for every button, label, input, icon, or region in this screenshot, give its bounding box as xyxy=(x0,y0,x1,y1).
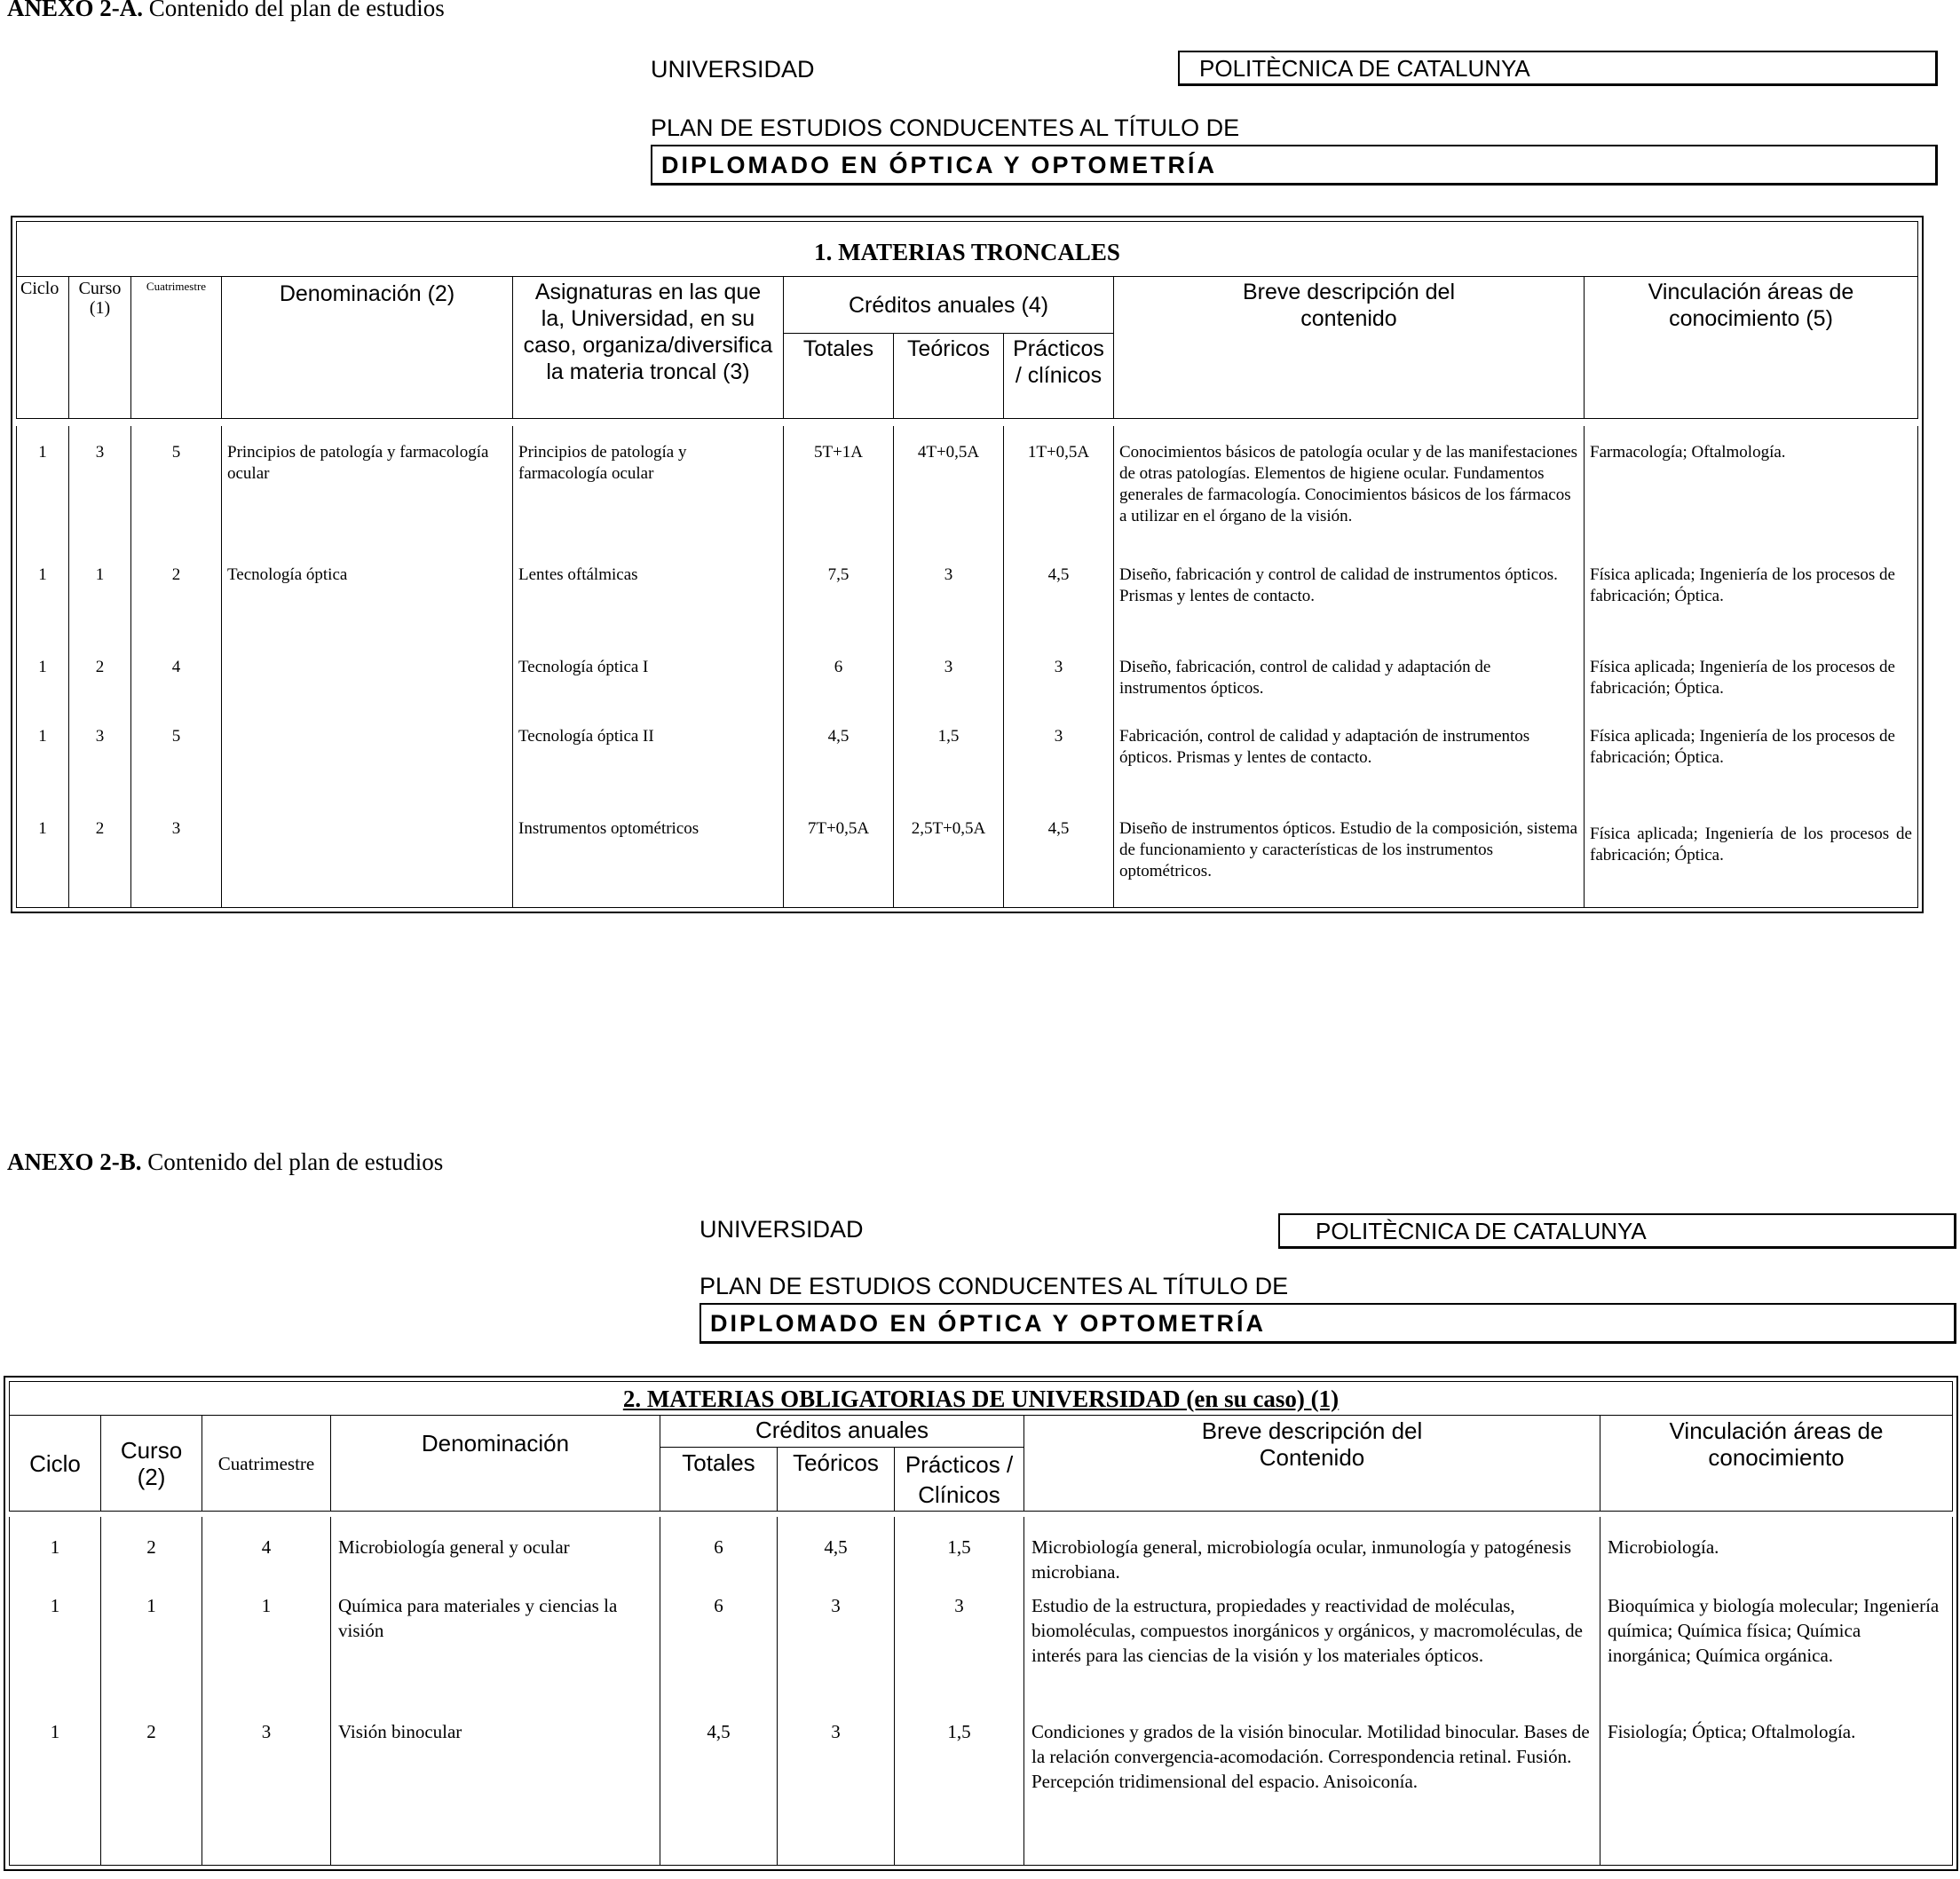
cell-teoricos: 3 xyxy=(894,657,1004,726)
cell-asignatura: Lentes oftálmicas xyxy=(513,564,784,657)
col-header-vinculacion: Vinculación áreas de conocimiento xyxy=(1600,1416,1953,1512)
cell-descripcion: Conocimientos básicos de patología ocular y de las manifestaciones de otras patologías. Elementos de higiene ocular. Fundamentos generales de farmacología. Conocimientos básicos de los fármacos a utilizar en el órgano de la visión. xyxy=(1114,426,1585,564)
col-header-descripcion: Breve descripción del Contenido xyxy=(1024,1416,1600,1512)
cell-ciclo: 1 xyxy=(17,818,69,908)
cell-practicos: 3 xyxy=(895,1593,1024,1719)
titulo: DIPLOMADO EN ÓPTICA Y OPTOMETRÍA xyxy=(710,1310,1267,1337)
col-header-totales: Totales xyxy=(784,334,894,419)
cell-practicos: 3 xyxy=(1004,657,1114,726)
cell-vinculacion: Física aplicada; Ingeniería de los procesos de fabricación; Óptica. xyxy=(1585,726,1918,818)
cell-vinculacion: Microbiología. xyxy=(1600,1517,1953,1593)
cell-ciclo: 1 xyxy=(17,726,69,818)
anexo-2b-section xyxy=(0,1145,1960,1879)
titulo-box xyxy=(651,145,1938,186)
cell-cuatrimestre: 3 xyxy=(131,818,222,908)
table-row xyxy=(10,1517,1953,1593)
titulo-box xyxy=(699,1303,1956,1344)
cell-cuatrimestre: 3 xyxy=(202,1719,331,1866)
cell-descripcion: Condiciones y grados de la visión binocular. Motilidad binocular. Bases de la relación convergencia-acomodación. Correspondencia retinal. Fusión. Percepción tridimensional del espacio. Anisoiconía. xyxy=(1024,1719,1600,1866)
col-header-ciclo: Ciclo xyxy=(17,277,69,419)
col-header-curso: Curso (1) xyxy=(69,277,131,419)
table-row xyxy=(10,1719,1953,1866)
plan-label: PLAN DE ESTUDIOS CONDUCENTES AL TÍTULO DE xyxy=(651,114,1240,141)
cell-denominacion xyxy=(222,657,513,726)
materias-troncales-table xyxy=(11,216,1924,913)
cell-denominacion xyxy=(222,818,513,908)
cell-curso: 2 xyxy=(101,1719,202,1866)
cell-teoricos: 4T+0,5A xyxy=(894,426,1004,564)
cell-cuatrimestre: 5 xyxy=(131,726,222,818)
cell-cuatrimestre: 1 xyxy=(202,1593,331,1719)
cell-totales: 7,5 xyxy=(784,564,894,657)
col-header-asignaturas: Asignaturas en las que la, Universidad, en su caso, organiza/diversifica la materia troncal (3) xyxy=(513,277,784,419)
universidad-label: UNIVERSIDAD xyxy=(651,56,815,83)
cell-practicos: 3 xyxy=(1004,726,1114,818)
col-header-vinculacion: Vinculación áreas de conocimiento (5) xyxy=(1585,277,1918,419)
table-row xyxy=(17,564,1918,657)
cell-denominacion: Tecnología óptica xyxy=(222,564,513,657)
col-header-totales: Totales xyxy=(660,1448,778,1512)
cell-vinculacion: Física aplicada; Ingeniería de los procesos de fabricación; Óptica. xyxy=(1585,657,1918,726)
cell-vinculacion: Fisiología; Óptica; Oftalmología. xyxy=(1600,1719,1953,1866)
cell-denominacion: Química para materiales y ciencias la visión xyxy=(331,1593,660,1719)
cell-denominacion: Principios de patología y farmacología ocular xyxy=(222,426,513,564)
universidad-label: UNIVERSIDAD xyxy=(699,1216,864,1243)
cell-ciclo: 1 xyxy=(17,564,69,657)
cell-curso: 2 xyxy=(69,818,131,908)
cell-teoricos: 3 xyxy=(778,1719,895,1866)
universidad-name-box xyxy=(1278,1213,1956,1249)
cell-descripcion: Diseño, fabricación, control de calidad y adaptación de instrumentos ópticos. xyxy=(1114,657,1585,726)
cell-ciclo: 1 xyxy=(10,1517,101,1593)
universidad-name: POLITÈCNICA DE CATALUNYA xyxy=(1199,55,1530,82)
cell-descripcion: Microbiología general, microbiología ocular, inmunología y patogénesis microbiana. xyxy=(1024,1517,1600,1593)
cell-curso: 1 xyxy=(69,564,131,657)
cell-curso: 2 xyxy=(69,657,131,726)
cell-ciclo: 1 xyxy=(17,426,69,564)
anexo-2a-heading: ANEXO 2-A. Contenido del plan de estudios xyxy=(7,0,445,21)
cell-cuatrimestre: 5 xyxy=(131,426,222,564)
cell-cuatrimestre: 2 xyxy=(131,564,222,657)
col-header-cuatrimestre: Cuatrimestre xyxy=(202,1416,331,1512)
cell-ciclo: 1 xyxy=(10,1719,101,1866)
cell-vinculacion: Física aplicada; Ingeniería de los procesos de fabricación; Óptica. xyxy=(1585,564,1918,657)
titulo: DIPLOMADO EN ÓPTICA Y OPTOMETRÍA xyxy=(661,152,1218,178)
cell-descripcion: Diseño de instrumentos ópticos. Estudio de la composición, sistema de funcionamiento y características de los instrumentos optométricos. xyxy=(1114,818,1585,908)
col-header-denominacion: Denominación (2) xyxy=(222,277,513,419)
cell-totales: 6 xyxy=(660,1517,778,1593)
cell-practicos: 1,5 xyxy=(895,1719,1024,1866)
col-header-descripcion: Breve descripción del contenido xyxy=(1114,277,1585,419)
col-header-teoricos: Teóricos xyxy=(778,1448,895,1512)
cell-asignatura: Principios de patología y farmacología ocular xyxy=(513,426,784,564)
materias-obligatorias-table xyxy=(4,1376,1958,1871)
cell-vinculacion: Bioquímica y biología molecular; Ingeniería química; Química física; Química inorgánica; Química orgánica. xyxy=(1600,1593,1953,1719)
cell-practicos: 4,5 xyxy=(1004,564,1114,657)
table-title: 2. MATERIAS OBLIGATORIAS DE UNIVERSIDAD (en su caso) (1) xyxy=(10,1382,1953,1416)
cell-ciclo: 1 xyxy=(17,657,69,726)
cell-practicos: 1T+0,5A xyxy=(1004,426,1114,564)
cell-practicos: 4,5 xyxy=(1004,818,1114,908)
cell-curso: 1 xyxy=(101,1593,202,1719)
col-header-creditos: Créditos anuales xyxy=(660,1416,1024,1448)
cell-totales: 4,5 xyxy=(784,726,894,818)
cell-denominacion: Microbiología general y ocular xyxy=(331,1517,660,1593)
table-row xyxy=(17,818,1918,908)
col-header-cuatrimestre: Cuatrimestre xyxy=(131,277,222,419)
plan-label: PLAN DE ESTUDIOS CONDUCENTES AL TÍTULO DE xyxy=(699,1273,1289,1299)
cell-teoricos: 3 xyxy=(894,564,1004,657)
cell-teoricos: 3 xyxy=(778,1593,895,1719)
col-header-practicos: Prácticos / clínicos xyxy=(1004,334,1114,419)
anexo-2a-section xyxy=(0,0,1960,923)
cell-teoricos: 4,5 xyxy=(778,1517,895,1593)
cell-asignatura: Instrumentos optométricos xyxy=(513,818,784,908)
col-header-curso: Curso (2) xyxy=(101,1416,202,1512)
universidad-name-box xyxy=(1178,51,1938,86)
col-header-teoricos: Teóricos xyxy=(894,334,1004,419)
col-header-denominacion: Denominación xyxy=(331,1416,660,1512)
cell-vinculacion: Farmacología; Oftalmología. xyxy=(1585,426,1918,564)
cell-totales: 4,5 xyxy=(660,1719,778,1866)
cell-totales: 7T+0,5A xyxy=(784,818,894,908)
cell-cuatrimestre: 4 xyxy=(131,657,222,726)
cell-descripcion: Estudio de la estructura, propiedades y reactividad de moléculas, biomoléculas, compuestos inorgánicos y orgánicos, y macromoléculas, de interés para las ciencias de la visión y los materiales ópticos. xyxy=(1024,1593,1600,1719)
cell-curso: 2 xyxy=(101,1517,202,1593)
col-header-creditos: Créditos anuales (4) xyxy=(784,277,1114,334)
cell-ciclo: 1 xyxy=(10,1593,101,1719)
cell-descripcion: Fabricación, control de calidad y adaptación de instrumentos ópticos. Prismas y lentes de contacto. xyxy=(1114,726,1585,818)
table-row xyxy=(17,426,1918,564)
cell-asignatura: Tecnología óptica II xyxy=(513,726,784,818)
table-row xyxy=(10,1593,1953,1719)
universidad-name: POLITÈCNICA DE CATALUNYA xyxy=(1316,1218,1647,1244)
cell-denominacion xyxy=(222,726,513,818)
col-header-practicos: Prácticos / Clínicos xyxy=(895,1448,1024,1512)
cell-curso: 3 xyxy=(69,426,131,564)
cell-practicos: 1,5 xyxy=(895,1517,1024,1593)
cell-vinculacion: Física aplicada; Ingeniería de los procesos de fabricación; Óptica. xyxy=(1585,818,1918,908)
cell-teoricos: 2,5T+0,5A xyxy=(894,818,1004,908)
cell-totales: 6 xyxy=(660,1593,778,1719)
table-row xyxy=(17,657,1918,726)
table-title: 1. MATERIAS TRONCALES xyxy=(17,222,1918,277)
cell-cuatrimestre: 4 xyxy=(202,1517,331,1593)
cell-descripcion: Diseño, fabricación y control de calidad de instrumentos ópticos. Prismas y lentes de contacto. xyxy=(1114,564,1585,657)
cell-curso: 3 xyxy=(69,726,131,818)
cell-totales: 5T+1A xyxy=(784,426,894,564)
anexo-2b-heading: ANEXO 2-B. Contenido del plan de estudios xyxy=(7,1149,444,1175)
col-header-ciclo: Ciclo xyxy=(10,1416,101,1512)
cell-totales: 6 xyxy=(784,657,894,726)
cell-denominacion: Visión binocular xyxy=(331,1719,660,1866)
cell-teoricos: 1,5 xyxy=(894,726,1004,818)
cell-asignatura: Tecnología óptica I xyxy=(513,657,784,726)
table-row xyxy=(17,726,1918,818)
